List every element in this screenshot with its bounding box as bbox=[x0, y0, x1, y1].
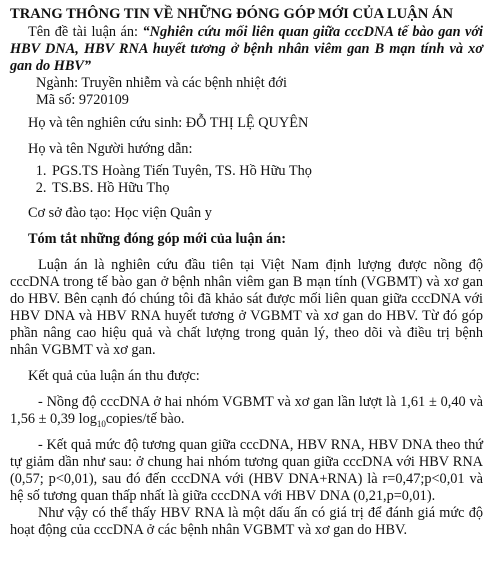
thesis-title-prefix: Tên đề tài luận án: bbox=[28, 24, 139, 40]
log-base-subscript: 10 bbox=[96, 418, 106, 429]
page-title: TRANG THÔNG TIN VỀ NHỮNG ĐÓNG GÓP MỚI CỦA LUẬN ÁN bbox=[10, 6, 453, 22]
thesis-title: “Nghiên cứu mối liên quan giữa cccDNA tế bào gan với HBV DNA, HBV RNA huyết tương ở bệnh nhân viêm gan B mạn tính và xơ gan do HBV” bbox=[10, 24, 483, 74]
result-item-correlation: - Kết quả mức độ tương quan giữa cccDNA, HBV RNA, HBV DNA theo thứ tự giảm dần như sau: ở chung hai nhóm tương quan giữa cccDNA với HBV RNA (0,57; p<0,01), sau đó đến cccDNA với (HBV DNA+RNA) là r=0,47;p<0,01 và hệ số tương quan thấp nhất là giữa cccDNA với HBV DNA (0,21,p=0,01). bbox=[10, 437, 483, 504]
summary-heading: Tóm tắt những đóng góp mới của luận án: bbox=[28, 231, 287, 247]
supervisor-item: 2. TS.BS. Hồ Hữu Thọ bbox=[50, 180, 483, 197]
field-line: Ngành: Truyền nhiễm và các bệnh nhiệt đới bbox=[36, 75, 287, 91]
result-item-concentration bbox=[10, 394, 483, 428]
institution-line: Cơ sở đào tạo: Học viện Quân y bbox=[28, 205, 212, 221]
conclusion-paragraph: Như vậy có thể thấy HBV RNA là một dấu ấn có giá trị để đánh giá mức độ hoạt động của cccDNA ở các bệnh nhân VGBMT và xơ gan do HBV. bbox=[10, 505, 483, 538]
code-line: Mã số: 9720109 bbox=[36, 92, 129, 108]
researcher-line: Họ và tên nghiên cứu sinh: ĐỖ THỊ LỆ QUYÊN bbox=[28, 115, 309, 131]
result-concentration-text: - Nồng độ cccDNA ở hai nhóm VGBMT và xơ gan lần lượt là 1,61 ± 0,40 và 1,56 ± 0,39 log bbox=[10, 394, 483, 427]
thesis-title-line bbox=[10, 24, 483, 75]
result-concentration-unit: copies/tế bào. bbox=[105, 411, 185, 427]
supervisors-list bbox=[10, 163, 483, 197]
supervisors-label: Họ và tên Người hướng dẫn: bbox=[28, 141, 193, 157]
supervisor-item: 1. PGS.TS Hoàng Tiến Tuyên, TS. Hồ Hữu Thọ bbox=[50, 163, 483, 180]
summary-paragraph: Luận án là nghiên cứu đầu tiên tại Việt Nam định lượng được nồng độ cccDNA trong tế bào gan ở bệnh nhân viêm gan B mạn tính (VGBMT) và xơ gan do HBV. Bên cạnh đó chúng tôi đã khảo sát được mối liên quan giữa cccDNA với HBV DNA và HBV RNA huyết tương ở VGBMT và xơ gan do HBV. Từ đó góp phần nâng cao hiệu quả và chất lượng trong quản lý, theo dõi và điều trị bệnh nhân VGBMT và xơ gan. bbox=[10, 257, 483, 358]
results-label: Kết quả của luận án thu được: bbox=[28, 368, 200, 384]
